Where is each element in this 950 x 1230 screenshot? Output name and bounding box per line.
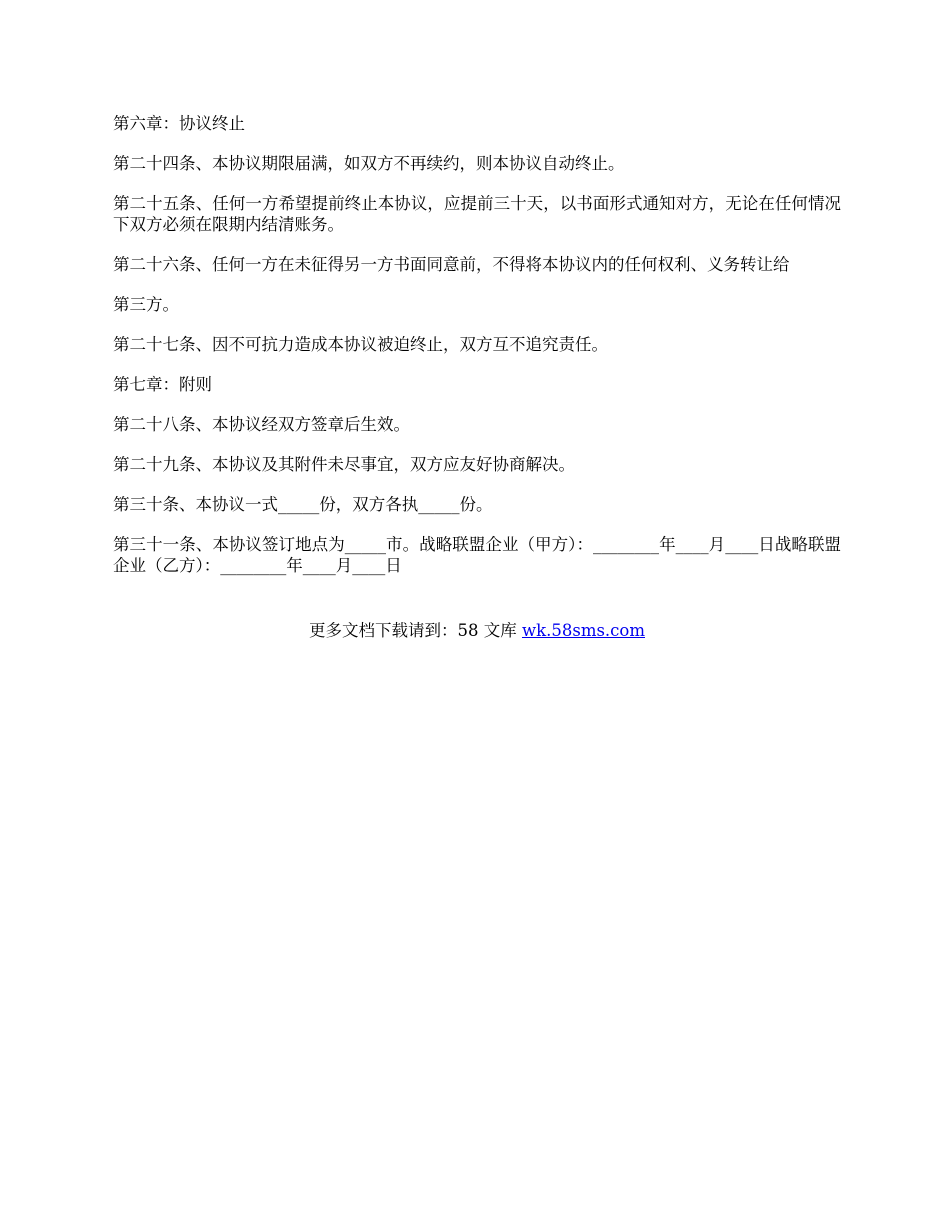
article-26-continued: 第三方。	[113, 295, 179, 314]
article-27: 第二十七条、因不可抗力造成本协议被迫终止，双方互不追究责任。	[113, 335, 608, 354]
article-25: 第二十五条、任何一方希望提前终止本协议，应提前三十天，以书面形式通知对方，无论在任何情况下双方必须在限期内结清账务。	[113, 194, 841, 234]
article-24: 第二十四条、本协议期限届满，如双方不再续约，则本协议自动终止。	[113, 154, 625, 173]
document-body	[113, 113, 841, 595]
article-29: 第二十九条、本协议及其附件未尽事宜，双方应友好协商解决。	[113, 455, 575, 474]
chapter-heading-6: 第六章：协议终止	[113, 114, 245, 133]
chapter-heading-7: 第七章：附则	[113, 375, 212, 394]
footer-text: 更多文档下载请到：58 文库	[308, 621, 522, 640]
footer-link[interactable]: wk.58sms.com	[521, 621, 645, 640]
article-28: 第二十八条、本协议经双方签章后生效。	[113, 415, 410, 434]
download-footer	[113, 620, 841, 641]
article-31-signature-block: 第三十一条、本协议签订地点为_____市。战略联盟企业（甲方）：________年____月____日战略联盟企业（乙方）：________年____月____日	[113, 535, 841, 575]
article-26: 第二十六条、任何一方在未征得另一方书面同意前，不得将本协议内的任何权利、义务转让给	[113, 255, 790, 274]
article-30: 第三十条、本协议一式_____份，双方各执_____份。	[113, 495, 493, 514]
